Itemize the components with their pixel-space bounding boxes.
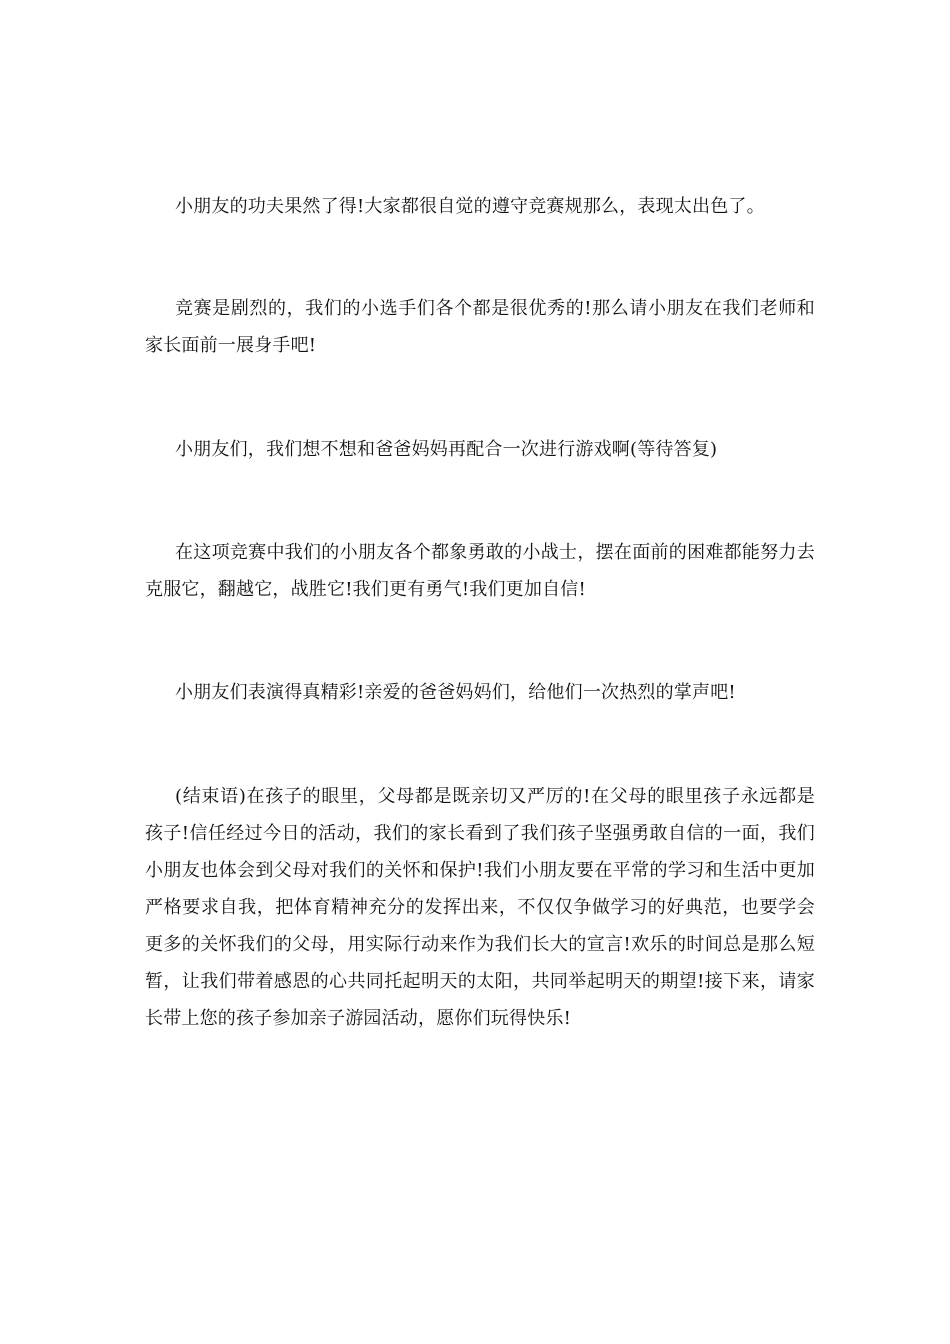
paragraph-5: 小朋友们表演得真精彩!亲爱的爸爸妈妈们，给他们一次热烈的掌声吧! — [175, 682, 736, 703]
paragraph-4: 在这项竞赛中我们的小朋友各个都象勇敢的小战士，摆在面前的困难都能努力去克服它，翻越它，战胜它!我们更有勇气!我们更加自信! — [145, 542, 815, 600]
paragraph-3: 小朋友们，我们想不想和爸爸妈妈再配合一次进行游戏啊(等待答复) — [175, 439, 718, 460]
paragraph-1: 小朋友的功夫果然了得!大家都很自觉的遵守竞赛规那么，表现太出色了。 — [175, 196, 765, 217]
paragraph-closing: (结束语)在孩子的眼里，父母都是既亲切又严厉的!在父母的眼里孩子永远都是孩子!信任经过今日的活动，我们的家长看到了我们孩子坚强勇敢自信的一面，我们小朋友也体会到父母对我们的关怀和保护!我们小朋友要在平常的学习和生活中更加严格要求自我，把体育精神充分的发挥出来，不仅仅争做学习的好典范，也要学会更多的关怀我们的父母，用实际行动来作为我们长大的宣言!欢乐的时间总是那么短暂，让我们带着感恩的心共同托起明天的太阳，共同举起明天的期望!接下来，请家长带上您的孩子参加亲子游园活动，愿你们玩得快乐! — [145, 786, 815, 1029]
paragraph-2: 竞赛是剧烈的，我们的小选手们各个都是很优秀的!那么请小朋友在我们老师和家长面前一展身手吧! — [145, 298, 815, 356]
